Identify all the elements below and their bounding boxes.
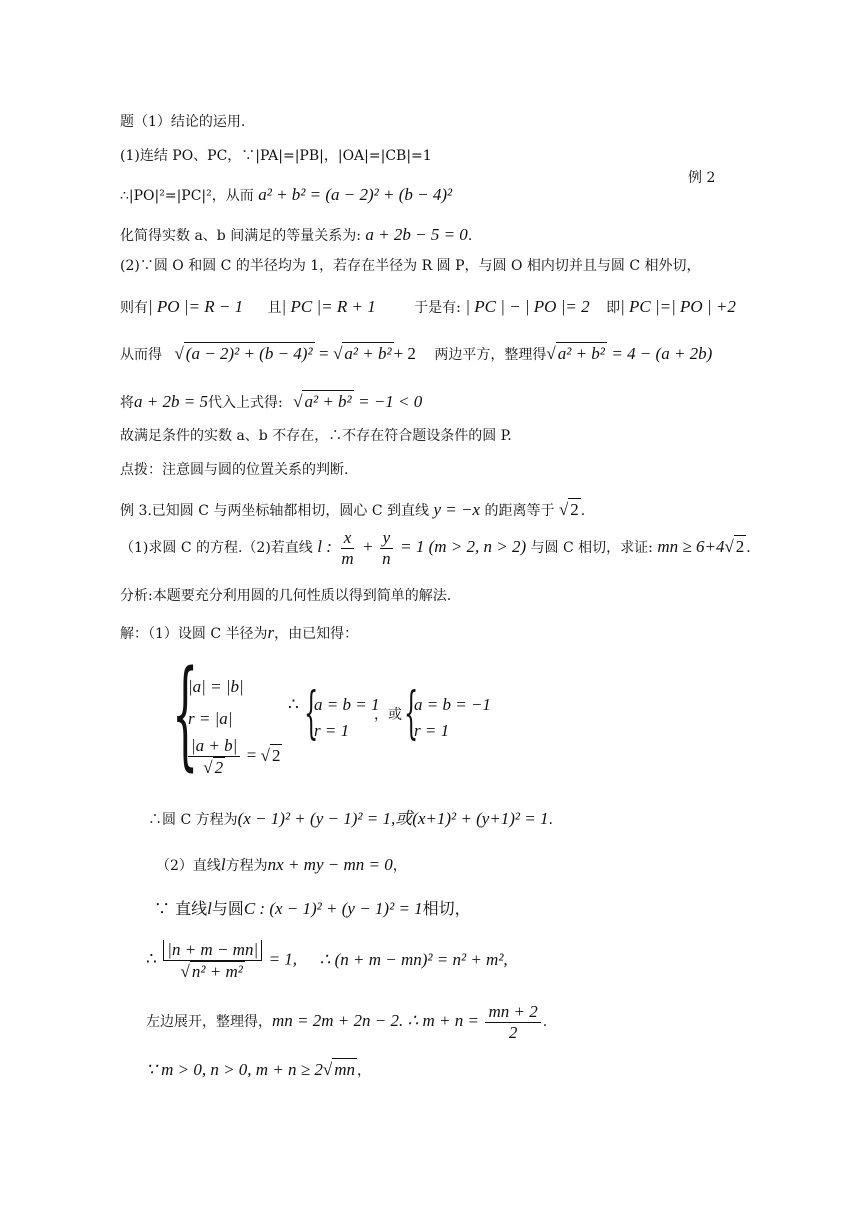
line-7-radicand-2: a² + b²	[344, 344, 392, 363]
line-19-b: = 1,	[268, 949, 298, 969]
or-text: ，或	[374, 707, 402, 723]
line-9: 故满足条件的实数 a、b 不存在，∴不存在符合题设条件的圆 P.	[120, 428, 512, 444]
line-7-a: 从而得	[120, 347, 162, 363]
line-13: 分析:本题要充分利用圆的几何性质以得到简单的解法.	[120, 588, 452, 604]
line-12-radicand: 2	[735, 537, 745, 557]
line-11-radicand: 2	[570, 500, 579, 519]
line-12-plus: +	[363, 537, 373, 557]
line-17-c: 方程为	[225, 858, 268, 874]
line-6-c: 且	[267, 300, 282, 316]
line-11-c: 的距离等于	[484, 503, 555, 519]
therefore-symbol: ∴	[288, 695, 299, 714]
line-6-a: 则有	[120, 300, 148, 316]
line-3	[120, 184, 452, 206]
line-6-e: 于是有:	[414, 300, 461, 316]
system-1-eq-1: |a| = |b|	[188, 677, 244, 696]
line-4	[120, 224, 472, 246]
line-8-b: a + 2b = 5	[134, 392, 208, 411]
line-6	[120, 296, 736, 318]
frac-den: n	[382, 548, 391, 568]
line-21	[146, 1058, 371, 1081]
frac-den-radicand: n² + m²	[191, 961, 243, 981]
period: .	[542, 1014, 548, 1031]
line-4-text: 化简得实数 a、b 间满足的等量关系为:	[120, 228, 361, 244]
frac-num: |n + m − mn|	[163, 940, 262, 961]
line-21-radicand: mn	[334, 1060, 355, 1079]
line-7-plus: + 2	[393, 344, 416, 363]
line-19-frac	[163, 940, 262, 981]
line-16	[148, 808, 553, 830]
system-1-rhs-sqrt: √ 2	[260, 745, 281, 765]
line-12-h: mn ≥ 6+4	[657, 537, 725, 557]
brace-1: {	[172, 644, 199, 782]
line-14-a: 解：（1）设圆 C 半径为	[120, 626, 268, 642]
system-2-eq-2: r = 1	[314, 721, 350, 740]
brace-3: {	[404, 681, 419, 746]
line-6-f: | PC | − | PO |= 2	[465, 297, 590, 316]
frac-num: |a + b|	[188, 736, 240, 757]
system-1-rhs-radicand: 2	[271, 745, 281, 765]
line-21-sqrt: √ mn	[322, 1060, 355, 1079]
line-11-sqrt: √ 2	[558, 500, 579, 519]
line-17	[156, 854, 407, 876]
line-11-a: 例 3.已知圆 C 与两坐标轴都相切，圆心 C 到直线	[120, 503, 430, 519]
period: .	[580, 503, 586, 519]
line-7-eq: =	[319, 344, 329, 363]
line-18	[154, 898, 471, 919]
line-7-radicand-1: (a − 2)² + (b − 4)²	[185, 344, 313, 363]
line-18-d: C : (x − 1)² + (y − 1)² = 1	[243, 899, 423, 918]
line-18-b: l	[207, 899, 212, 918]
line-12-a: （1)求圆 C 的方程.（2)若直线	[120, 540, 313, 557]
side-label: 例 2	[688, 170, 716, 186]
system-1-eq-2: r = |a|	[188, 709, 233, 728]
line-12-g: 与圆 C 相切，求证:	[530, 540, 653, 557]
line-12-f: = 1 (m > 2, n > 2)	[400, 537, 527, 557]
line-11	[120, 498, 585, 521]
line-12-frac-x	[338, 528, 356, 568]
line-6-b: | PO |= R − 1	[148, 297, 244, 316]
period: .	[548, 812, 553, 828]
system-3	[404, 681, 504, 746]
line-20-a: 左边展开，整理得，	[146, 1014, 272, 1031]
line-17-a: （2）直线	[156, 858, 221, 874]
frac-den: √ n² + m²	[180, 961, 243, 981]
line-11-b: y = −x	[433, 500, 481, 519]
line-1: 题（1）结论的运用.	[120, 114, 246, 130]
line-12	[120, 528, 751, 568]
system-3-eq-1: a = b = −1	[414, 695, 491, 714]
frac-den: 2	[508, 1022, 518, 1042]
line-8-a: 将	[120, 395, 134, 411]
system-1-eq-3	[186, 736, 282, 777]
brace-2: {	[304, 681, 319, 746]
line-7-f: 两边平方，整理得	[434, 347, 547, 363]
line-20	[146, 1002, 547, 1042]
line-6-g: 即	[606, 300, 621, 316]
line-17-b: l	[220, 855, 226, 874]
frac-num: mn + 2	[485, 1002, 540, 1023]
line-8-c: 代入上式得:	[207, 395, 283, 411]
line-12-b: l :	[317, 537, 332, 557]
system-3-eq-2: r = 1	[414, 721, 450, 740]
line-12-frac-y	[379, 528, 394, 568]
line-8-sqrt: √ a² + b²	[293, 392, 352, 411]
line-6-h: | PC |=| PO | +2	[620, 297, 736, 316]
system-2-eq-1: a = b = 1	[314, 695, 380, 714]
line-14-b: r	[267, 623, 275, 642]
line-6-d: | PC |= R + 1	[281, 297, 376, 316]
line-16-b: (x − 1)² + (y − 1)² = 1,或(x+1)² + (y+1)² = 1	[237, 809, 549, 828]
system-2-wrap	[288, 694, 299, 716]
line-7	[120, 342, 712, 365]
line-8	[120, 390, 422, 413]
period: .	[746, 540, 751, 557]
line-21-a: ∵ m > 0, n > 0, m + n ≥ 2	[146, 1060, 323, 1079]
period: .	[467, 228, 473, 244]
line-4-formula: a + 2b − 5 = 0	[365, 225, 468, 244]
comma: ，	[392, 858, 407, 874]
line-18-a: ∵ 直线	[154, 899, 208, 918]
line-17-d: nx + my − mn = 0	[267, 855, 393, 874]
frac-num: y	[380, 528, 394, 549]
line-2: (1)连结 PO、PC，∵|PA|=|PB|，|OA|=|CB|=1	[120, 148, 432, 164]
comma: ，	[357, 1063, 371, 1079]
line-20-b: mn = 2m + 2n − 2. ∴ m + n =	[272, 1011, 480, 1031]
frac-den: m	[341, 548, 354, 568]
line-14	[120, 622, 358, 644]
line-3-text: ∴|PO|²=|PC|²，从而	[120, 188, 254, 204]
system-1	[172, 644, 282, 782]
line-19-c: ∴ (n + m − mn)² = n² + m²,	[319, 949, 508, 969]
line-10: 点拨：注意圆与圆的位置关系的判断.	[120, 462, 349, 478]
system-2	[304, 681, 380, 746]
frac-den-radicand: 2	[214, 757, 224, 777]
frac-num: x	[341, 528, 355, 549]
line-18-c: 与圆	[211, 899, 244, 918]
line-7-h: = 4 − (a + 2b)	[611, 344, 713, 363]
line-7-sqrt-1: √ (a − 2)² + (b − 4)²	[174, 344, 313, 363]
system-1-frac	[188, 736, 240, 777]
line-12-sqrt: √ 2	[724, 537, 745, 557]
line-14-c: ，由已知得：	[274, 626, 359, 642]
line-19	[146, 940, 508, 981]
line-18-e: 相切，	[422, 899, 471, 918]
line-5: (2)∵圆 O 和圆 C 的半径均为 1，若存在半径为 R 圆 P，与圆 O 相内切并且与圆 C 相外切，	[120, 258, 701, 274]
line-19-a: ∴	[146, 949, 157, 969]
line-16-a: ∴圆 C 方程为	[148, 812, 238, 828]
line-8-e: = −1 < 0	[358, 392, 423, 411]
line-8-radicand: a² + b²	[304, 392, 352, 411]
line-7-sqrt-2: √ a² + b²	[333, 344, 392, 363]
line-20-frac	[485, 1002, 540, 1042]
line-3-formula: a² + b² = (a − 2)² + (b − 4)²	[258, 185, 453, 204]
frac-den: √ 2	[203, 757, 224, 777]
line-7-radicand-3: a² + b²	[557, 344, 605, 363]
line-7-sqrt-3: √ a² + b²	[546, 344, 605, 363]
system-1-eq-sign: =	[246, 745, 261, 765]
